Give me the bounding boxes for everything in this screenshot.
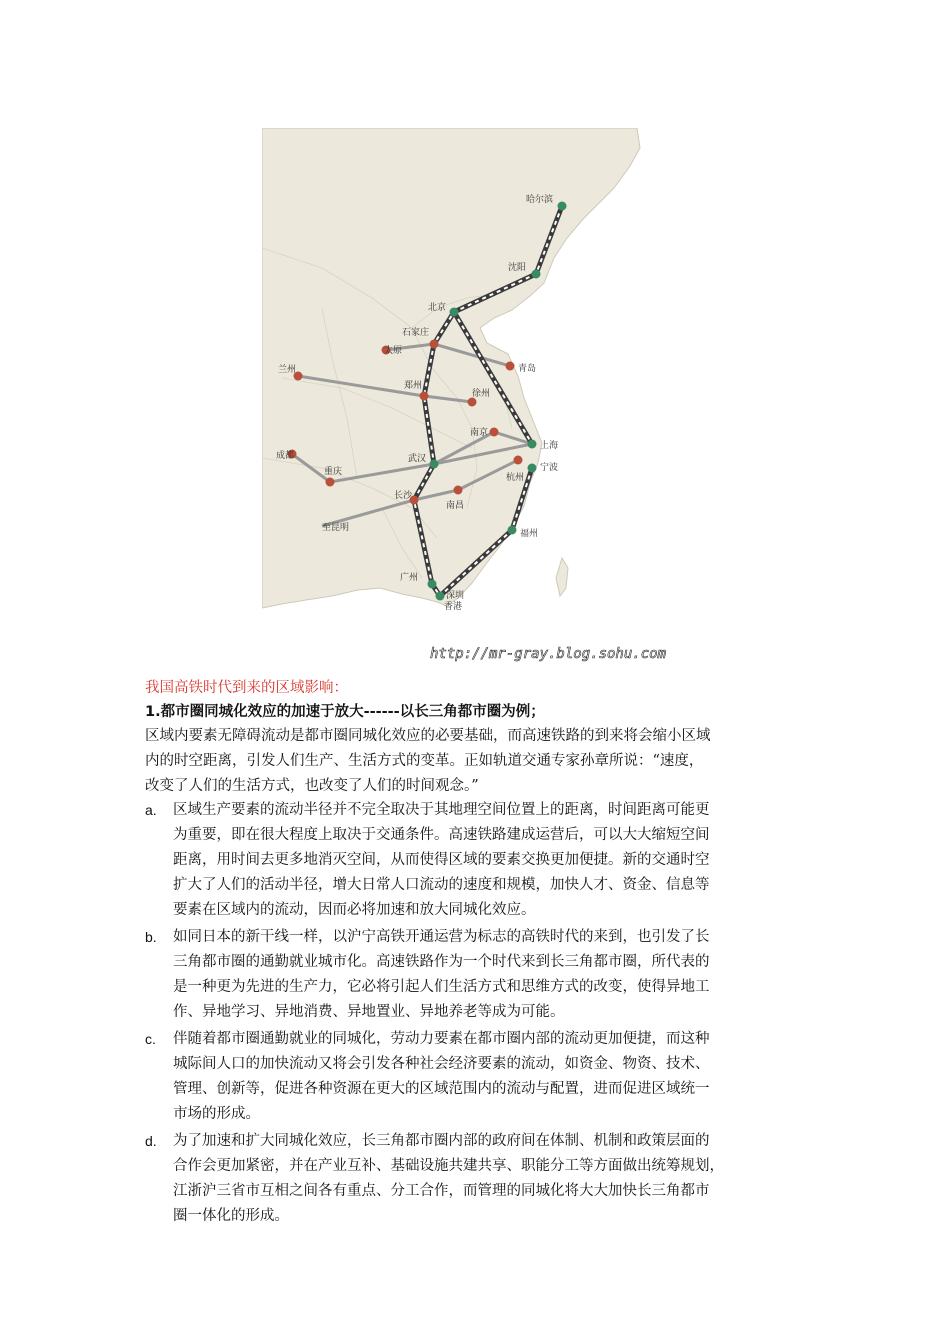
label-shenyang: 沈阳 xyxy=(508,263,527,273)
list-marker: b. xyxy=(145,929,157,945)
label-ningbo: 宁波 xyxy=(540,463,559,473)
label-changsha: 长沙 xyxy=(394,491,413,501)
label-beijing: 北京 xyxy=(428,303,447,313)
node-qingdao xyxy=(506,362,515,371)
label-hongkong: 香港 xyxy=(444,602,463,612)
hub-node-guangzhou xyxy=(428,580,437,589)
list-line: 三角都市圈的通勤就业城市化。高速铁路作为一个时代来到长三角都市圈，所代表的 xyxy=(173,954,710,970)
label-guangzhou: 广州 xyxy=(400,573,419,583)
label-xuzhou: 徐州 xyxy=(472,389,491,399)
list-line: 江浙沪三省市互相之间各有重点、分工合作，而管理的同城化将大大加快长三角都市 xyxy=(173,1183,710,1199)
hub-node-shanghai xyxy=(528,440,537,449)
list-line: 城际间人口的加快流动又将会引发各种社会经济要素的流动，如资金、物资、技术、 xyxy=(173,1056,710,1072)
list-item xyxy=(145,925,825,1025)
list-item xyxy=(145,798,825,923)
intro-line: 改变了人们的生活方式，也改变了人们的时间观念。” xyxy=(145,778,479,794)
label-taiyuan: 太原 xyxy=(384,346,403,356)
node-nanjing xyxy=(490,428,499,437)
intro-line: 内的时空距离，引发人们生产、生活方式的变革。正如轨道交通专家孙章所说：“速度， xyxy=(145,753,704,769)
label-shenzhen: 深圳 xyxy=(446,591,465,601)
list-line: 市场的形成。 xyxy=(173,1106,260,1122)
list-line: 圈一体化的形成。 xyxy=(173,1208,289,1224)
hub-node-beijing xyxy=(450,308,459,317)
list-line: 区域生产要素的流动半径并不完全取决于其地理空间位置上的距离，时间距离可能更 xyxy=(173,802,710,818)
hub-node-harbin xyxy=(558,202,567,211)
list-line: 是一种更为先进的生产力，它必将引起人们生活方式和思维方式的改变，使得异地工 xyxy=(173,979,710,995)
node-hangzhou xyxy=(514,456,523,465)
label-harbin: 哈尔滨 xyxy=(526,195,554,205)
list-line: 伴随着都市圈通勤就业的同城化，劳动力要素在都市圈内部的流动更加便捷，而这种 xyxy=(173,1031,710,1047)
section-heading: 我国高铁时代到来的区域影响： xyxy=(145,680,348,696)
hub-node-fuzhou xyxy=(508,526,517,535)
list-line: 合作会更加紧密，并在产业互补、基础设施共建共享、职能分工等方面做出统筹规划， xyxy=(173,1158,724,1174)
label-kunming: 至昆明 xyxy=(322,523,350,533)
list-line: 作、异地学习、异地消费、异地置业、异地养老等成为可能。 xyxy=(173,1004,565,1020)
hub-node-ningbo xyxy=(528,464,537,473)
label-wuhan: 武汉 xyxy=(408,454,427,464)
list-marker: a. xyxy=(145,802,157,818)
label-chengdu: 成都 xyxy=(276,451,295,461)
map-watermark: http://mr-gray.blog.sohu.com xyxy=(430,646,667,662)
node-nanchang xyxy=(454,486,463,495)
list-line: 管理、创新等，促进各种资源在更大的区域范围内的流动与配置，进而促进区域统一 xyxy=(173,1081,710,1097)
node-zhengzhou xyxy=(420,392,429,401)
label-shanghai: 上海 xyxy=(540,441,559,451)
label-fuzhou: 福州 xyxy=(520,529,539,539)
list-line: 要素在区域内的流动，因而必将加速和放大同城化效应。 xyxy=(173,902,536,918)
label-chongqing: 重庆 xyxy=(324,467,343,477)
label-shijiazhuang: 石家庄 xyxy=(402,328,430,338)
label-nanjing: 南京 xyxy=(470,428,489,438)
label-nanchang: 南昌 xyxy=(446,501,465,511)
label-hangzhou: 杭州 xyxy=(506,473,525,483)
label-qingdao: 青岛 xyxy=(518,364,537,374)
hub-node-shenyang xyxy=(532,270,541,279)
list-line: 为了加速和扩大同城化效应，长三角都市圈内部的政府间在体制、机制和政策层面的 xyxy=(173,1133,710,1149)
list-line: 为重要，即在很大程度上取决于交通条件。高速铁路建成运营后，可以大大缩短空间 xyxy=(173,827,710,843)
label-zhengzhou: 郑州 xyxy=(404,381,423,391)
label-lanzhou: 兰州 xyxy=(278,365,297,375)
intro-line: 区域内要素无障碍流动是都市圈同城化效应的必要基础，而高速铁路的到来将会缩小区域 xyxy=(145,728,711,744)
section-subheading: 1.都市圈同城化效应的加速于放大------以长三角都市圈为例； xyxy=(145,704,545,720)
node-chongqing xyxy=(326,478,335,487)
high-speed-rail-map xyxy=(262,128,682,666)
list-item xyxy=(145,1027,825,1127)
hub-node-wuhan xyxy=(430,460,439,469)
list-item xyxy=(145,1129,825,1229)
intro-paragraph xyxy=(145,724,815,799)
hub-node-shenzhen xyxy=(436,592,445,601)
list-marker: c. xyxy=(145,1031,156,1047)
point-list xyxy=(145,798,825,1231)
list-marker: d. xyxy=(145,1133,157,1149)
list-line: 距离，用时间去更多地消灭空间，从而使得区域的要素交换更加便捷。新的交通时空 xyxy=(173,852,710,868)
node-shijiazhuang xyxy=(430,340,439,349)
list-line: 如同日本的新干线一样，以沪宁高铁开通运营为标志的高铁时代的来到，也引发了长 xyxy=(173,929,710,945)
list-line: 扩大了人们的活动半径，增大日常人口流动的速度和规模，加快人才、资金、信息等 xyxy=(173,877,710,893)
